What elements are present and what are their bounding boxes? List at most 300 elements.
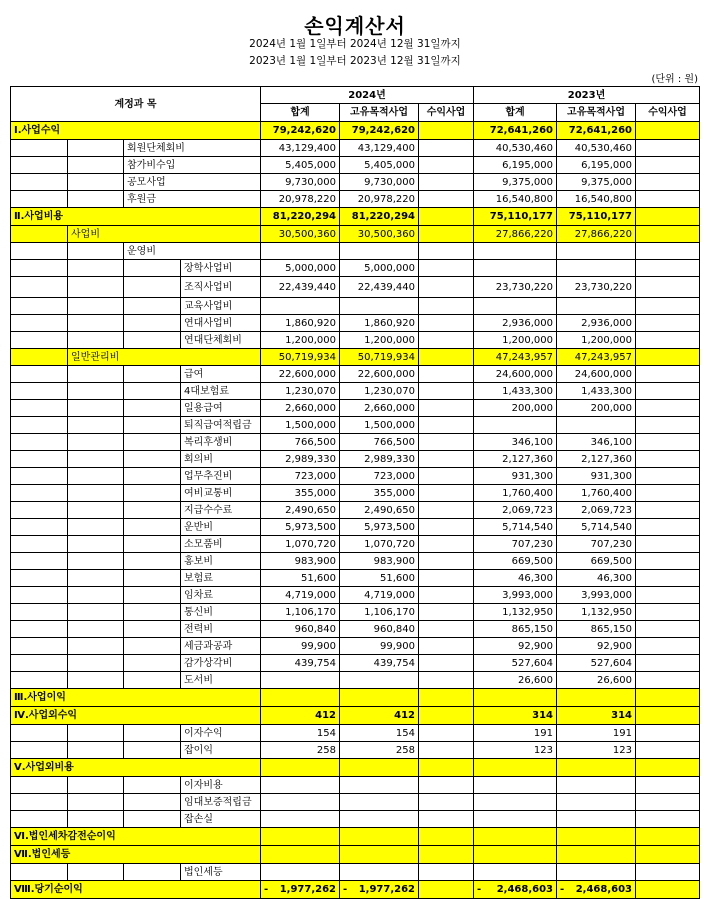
amount-t24: 5,405,000	[261, 157, 340, 174]
amount-p23	[636, 226, 700, 243]
amount-u24	[340, 864, 419, 881]
period-2024: 2024년 1월 1일부터 2024년 12월 31일까지	[249, 38, 461, 50]
indent-cell	[11, 451, 68, 468]
table-row	[11, 226, 700, 243]
table-row	[11, 122, 700, 140]
account-label: 여비교통비	[181, 485, 261, 502]
table-row	[11, 157, 700, 174]
indent-cell	[68, 655, 124, 672]
table-row	[11, 604, 700, 621]
indent-cell	[11, 383, 68, 400]
statement-body	[11, 122, 700, 899]
indent-cell	[124, 451, 181, 468]
amount-t24: 22,600,000	[261, 366, 340, 383]
minus-sign: -	[477, 884, 482, 895]
amount-p24	[419, 260, 474, 277]
amount-p23	[636, 725, 700, 742]
income-statement-table	[10, 86, 700, 899]
amount-u23: 123	[557, 742, 636, 759]
amount-u24: 1,200,000	[340, 332, 419, 349]
amount-t23: 27,866,220	[474, 226, 557, 243]
indent-cell	[68, 332, 124, 349]
indent-cell	[11, 621, 68, 638]
amount-p23	[636, 400, 700, 417]
negative-amount	[264, 882, 336, 897]
amount-u23: 2,127,360	[557, 451, 636, 468]
amount-t24: 79,242,620	[261, 122, 340, 140]
table-row	[11, 519, 700, 536]
amount-p23	[636, 417, 700, 434]
amount-t24	[261, 777, 340, 794]
indent-cell	[68, 174, 124, 191]
indent-cell	[124, 298, 181, 315]
indent-cell	[68, 553, 124, 570]
indent-cell	[11, 226, 68, 243]
indent-cell	[11, 811, 68, 828]
indent-cell	[11, 174, 68, 191]
amount-u24	[340, 672, 419, 689]
account-label: 조직사업비	[181, 277, 261, 298]
amount-t24	[261, 689, 340, 707]
indent-cell	[124, 502, 181, 519]
indent-cell	[124, 811, 181, 828]
table-row	[11, 243, 700, 260]
amount-t24: 1,230,070	[261, 383, 340, 400]
amount-t23: 24,600,000	[474, 366, 557, 383]
table-row	[11, 174, 700, 191]
table-row	[11, 672, 700, 689]
amount-u24: 22,600,000	[340, 366, 419, 383]
table-row	[11, 536, 700, 553]
account-label: 통신비	[181, 604, 261, 621]
amount-u24: 51,600	[340, 570, 419, 587]
amount-t23: 46,300	[474, 570, 557, 587]
amount-t23	[474, 243, 557, 260]
amount-u23	[557, 260, 636, 277]
indent-cell	[11, 243, 68, 260]
indent-cell	[68, 811, 124, 828]
indent-cell	[68, 243, 124, 260]
account-label: 급여	[181, 366, 261, 383]
amount-u23	[557, 689, 636, 707]
amount-p24	[419, 485, 474, 502]
amount-t23	[474, 828, 557, 846]
amount-p24	[419, 655, 474, 672]
amount-t23: 5,714,540	[474, 519, 557, 536]
amount-t24: 1,070,720	[261, 536, 340, 553]
account-label: 교육사업비	[181, 298, 261, 315]
amount-p24	[419, 881, 474, 899]
amount-p24	[419, 298, 474, 315]
indent-cell	[68, 417, 124, 434]
amount-t23: 92,900	[474, 638, 557, 655]
amount-p24	[419, 277, 474, 298]
amount-u24: 5,405,000	[340, 157, 419, 174]
indent-cell	[11, 502, 68, 519]
amount-p23	[636, 604, 700, 621]
amount-p23	[636, 298, 700, 315]
negative-amount	[343, 882, 415, 897]
amount-t24	[261, 846, 340, 864]
amount-p24	[419, 174, 474, 191]
indent-cell	[11, 277, 68, 298]
page-title: 손익계산서	[304, 14, 406, 38]
amount-p24	[419, 243, 474, 260]
amount-p23	[636, 777, 700, 794]
amount-t23: 123	[474, 742, 557, 759]
amount-u24: 1,860,920	[340, 315, 419, 332]
amount-u24: 43,129,400	[340, 140, 419, 157]
header-total-2023: 합계	[474, 104, 557, 122]
indent-cell	[124, 587, 181, 604]
table-row	[11, 864, 700, 881]
amount-p24	[419, 349, 474, 366]
account-label: Ⅲ.사업이익	[11, 689, 261, 707]
amount-p23	[636, 759, 700, 777]
header-year-2024: 2024년	[261, 87, 474, 104]
amount-p23	[636, 672, 700, 689]
account-label: 소모품비	[181, 536, 261, 553]
amount-p24	[419, 553, 474, 570]
account-label: 이자수익	[181, 725, 261, 742]
amount-t23	[474, 260, 557, 277]
account-label: 감가상각비	[181, 655, 261, 672]
amount-u23: 75,110,177	[557, 208, 636, 226]
header-profit-2024: 수익사업	[419, 104, 474, 122]
table-row	[11, 366, 700, 383]
table-row	[11, 638, 700, 655]
amount-t24: 1,106,170	[261, 604, 340, 621]
amount-t23: 3,993,000	[474, 587, 557, 604]
amount-u24: 30,500,360	[340, 226, 419, 243]
table-row	[11, 655, 700, 672]
amount-t24: 723,000	[261, 468, 340, 485]
indent-cell	[68, 157, 124, 174]
amount-u23: 27,866,220	[557, 226, 636, 243]
amount-t24: 355,000	[261, 485, 340, 502]
amount-t23	[474, 777, 557, 794]
amount-t23	[474, 864, 557, 881]
amount-p23	[636, 140, 700, 157]
amount-p24	[419, 742, 474, 759]
amount-t24	[261, 828, 340, 846]
indent-cell	[124, 794, 181, 811]
amount-t24: 983,900	[261, 553, 340, 570]
indent-cell	[124, 638, 181, 655]
amount-p24	[419, 191, 474, 208]
amount-p24	[419, 707, 474, 725]
amount-t24: 258	[261, 742, 340, 759]
amount-value: 1,977,262	[279, 884, 336, 895]
indent-cell	[11, 742, 68, 759]
indent-cell	[124, 417, 181, 434]
amount-p23	[636, 811, 700, 828]
amount-t23	[474, 298, 557, 315]
indent-cell	[11, 157, 68, 174]
indent-cell	[68, 434, 124, 451]
account-label: 지급수수료	[181, 502, 261, 519]
account-label: 퇴직급여적립금	[181, 417, 261, 434]
amount-u24: 5,973,500	[340, 519, 419, 536]
table-row	[11, 417, 700, 434]
amount-u23	[557, 759, 636, 777]
account-label: 잡이익	[181, 742, 261, 759]
amount-p24	[419, 140, 474, 157]
amount-p24	[419, 689, 474, 707]
table-row	[11, 689, 700, 707]
amount-t23	[474, 846, 557, 864]
indent-cell	[11, 366, 68, 383]
amount-u24: 960,840	[340, 621, 419, 638]
indent-cell	[124, 332, 181, 349]
amount-t24: 50,719,934	[261, 349, 340, 366]
indent-cell	[11, 604, 68, 621]
amount-t23: 200,000	[474, 400, 557, 417]
amount-u23	[557, 846, 636, 864]
amount-u23: 40,530,460	[557, 140, 636, 157]
table-row	[11, 777, 700, 794]
amount-p24	[419, 794, 474, 811]
table-row	[11, 208, 700, 226]
indent-cell	[68, 864, 124, 881]
account-label: 연대단체회비	[181, 332, 261, 349]
header-total-2024: 합계	[261, 104, 340, 122]
amount-u23: 931,300	[557, 468, 636, 485]
table-row	[11, 260, 700, 277]
table-row	[11, 707, 700, 725]
amount-p23	[636, 707, 700, 725]
indent-cell	[11, 468, 68, 485]
table-row	[11, 794, 700, 811]
amount-p24	[419, 157, 474, 174]
account-label: 홍보비	[181, 553, 261, 570]
indent-cell	[68, 570, 124, 587]
amount-t24: 9,730,000	[261, 174, 340, 191]
indent-cell	[11, 400, 68, 417]
amount-u24: 154	[340, 725, 419, 742]
amount-p24	[419, 468, 474, 485]
table-row	[11, 725, 700, 742]
amount-p23	[636, 638, 700, 655]
minus-sign: -	[343, 884, 348, 895]
indent-cell	[124, 434, 181, 451]
account-label: Ⅵ.법인세차감전순이익	[11, 828, 261, 846]
amount-p23	[636, 349, 700, 366]
amount-p23	[636, 846, 700, 864]
amount-u23: 16,540,800	[557, 191, 636, 208]
indent-cell	[124, 621, 181, 638]
amount-u23: 24,600,000	[557, 366, 636, 383]
amount-p23	[636, 451, 700, 468]
amount-u23: 72,641,260	[557, 122, 636, 140]
amount-u23: 1,433,300	[557, 383, 636, 400]
account-label: Ⅶ.법인세등	[11, 846, 261, 864]
amount-u24: 1,500,000	[340, 417, 419, 434]
account-label: 일반관리비	[68, 349, 261, 366]
account-label: 이자비용	[181, 777, 261, 794]
amount-p23	[636, 655, 700, 672]
table-row	[11, 502, 700, 519]
amount-p24	[419, 725, 474, 742]
amount-p23	[636, 864, 700, 881]
amount-t24: 4,719,000	[261, 587, 340, 604]
table-row	[11, 277, 700, 298]
table-row	[11, 570, 700, 587]
indent-cell	[68, 621, 124, 638]
amount-u23	[557, 243, 636, 260]
amount-p23	[636, 536, 700, 553]
indent-cell	[68, 468, 124, 485]
account-label: 보험료	[181, 570, 261, 587]
table-row	[11, 349, 700, 366]
amount-t24	[261, 298, 340, 315]
indent-cell	[68, 725, 124, 742]
period-2023: 2023년 1월 1일부터 2023년 12월 31일까지	[249, 55, 461, 67]
table-row	[11, 298, 700, 315]
amount-p23	[636, 468, 700, 485]
amount-p24	[419, 451, 474, 468]
amount-t23: 191	[474, 725, 557, 742]
amount-p24	[419, 434, 474, 451]
amount-t24: 766,500	[261, 434, 340, 451]
amount-u23: 707,230	[557, 536, 636, 553]
amount-t24: 81,220,294	[261, 208, 340, 226]
amount-u24: 99,900	[340, 638, 419, 655]
header-unique-2023: 고유목적사업	[557, 104, 636, 122]
indent-cell	[68, 400, 124, 417]
header-account: 계정과 목	[11, 87, 261, 122]
indent-cell	[124, 864, 181, 881]
amount-u24: 2,989,330	[340, 451, 419, 468]
indent-cell	[68, 587, 124, 604]
amount-p23	[636, 794, 700, 811]
amount-p23	[636, 277, 700, 298]
indent-cell	[124, 604, 181, 621]
amount-u24	[340, 689, 419, 707]
amount-p24	[419, 638, 474, 655]
table-row	[11, 587, 700, 604]
table-row	[11, 881, 700, 899]
account-label: 복리후생비	[181, 434, 261, 451]
amount-u23: 47,243,957	[557, 349, 636, 366]
account-label: 후원금	[124, 191, 261, 208]
indent-cell	[11, 485, 68, 502]
amount-p24	[419, 400, 474, 417]
amount-u23	[557, 794, 636, 811]
amount-p23	[636, 742, 700, 759]
account-label: 참가비수입	[124, 157, 261, 174]
amount-t24	[261, 794, 340, 811]
amount-u23	[557, 811, 636, 828]
amount-t23	[474, 417, 557, 434]
amount-t23: 931,300	[474, 468, 557, 485]
indent-cell	[124, 485, 181, 502]
indent-cell	[68, 485, 124, 502]
indent-cell	[11, 298, 68, 315]
indent-cell	[68, 366, 124, 383]
amount-p24	[419, 226, 474, 243]
amount-u24: 1,230,070	[340, 383, 419, 400]
amount-p23	[636, 208, 700, 226]
amount-u23: 2,069,723	[557, 502, 636, 519]
amount-u24: 355,000	[340, 485, 419, 502]
amount-p23	[636, 828, 700, 846]
indent-cell	[124, 672, 181, 689]
amount-t24: 99,900	[261, 638, 340, 655]
indent-cell	[124, 655, 181, 672]
amount-t24: 2,989,330	[261, 451, 340, 468]
indent-cell	[68, 777, 124, 794]
table-row	[11, 383, 700, 400]
indent-cell	[11, 587, 68, 604]
account-label: 4대보험료	[181, 383, 261, 400]
indent-cell	[68, 298, 124, 315]
indent-cell	[68, 277, 124, 298]
amount-t24: 1,500,000	[261, 417, 340, 434]
indent-cell	[124, 400, 181, 417]
account-label: 잡손실	[181, 811, 261, 828]
amount-t23: 1,200,000	[474, 332, 557, 349]
account-label: 법인세등	[181, 864, 261, 881]
amount-u24: 2,490,650	[340, 502, 419, 519]
amount-u24	[340, 811, 419, 828]
amount-p23	[636, 260, 700, 277]
account-label: 공모사업	[124, 174, 261, 191]
amount-t23: 47,243,957	[474, 349, 557, 366]
indent-cell	[68, 742, 124, 759]
amount-t23: 6,195,000	[474, 157, 557, 174]
account-label: Ⅳ.사업외수익	[11, 707, 261, 725]
indent-cell	[11, 315, 68, 332]
amount-u24: 81,220,294	[340, 208, 419, 226]
indent-cell	[11, 777, 68, 794]
indent-cell	[11, 140, 68, 157]
indent-cell	[124, 742, 181, 759]
account-label: Ⅰ.사업수익	[11, 122, 261, 140]
amount-p24	[419, 621, 474, 638]
amount-u23: 9,375,000	[557, 174, 636, 191]
amount-p23	[636, 570, 700, 587]
amount-u24: 2,660,000	[340, 400, 419, 417]
amount-t24	[261, 672, 340, 689]
amount-p24	[419, 502, 474, 519]
amount-p23	[636, 553, 700, 570]
account-label: 도서비	[181, 672, 261, 689]
amount-u24	[340, 828, 419, 846]
amount-u23: 191	[557, 725, 636, 742]
amount-p23	[636, 485, 700, 502]
minus-sign: -	[560, 884, 565, 895]
indent-cell	[68, 260, 124, 277]
amount-t23: 72,641,260	[474, 122, 557, 140]
amount-t24	[261, 864, 340, 881]
amount-t23: 865,150	[474, 621, 557, 638]
amount-p24	[419, 122, 474, 140]
indent-cell	[68, 315, 124, 332]
indent-cell	[124, 277, 181, 298]
table-row	[11, 828, 700, 846]
account-label: 운영비	[124, 243, 261, 260]
amount-t23: 2,069,723	[474, 502, 557, 519]
amount-u23: 26,600	[557, 672, 636, 689]
amount-p24	[419, 315, 474, 332]
amount-value: 2,468,603	[496, 884, 554, 895]
amount-u23: 314	[557, 707, 636, 725]
amount-t23: 346,100	[474, 434, 557, 451]
amount-p24	[419, 383, 474, 400]
account-label: 회의비	[181, 451, 261, 468]
amount-u23: 669,500	[557, 553, 636, 570]
